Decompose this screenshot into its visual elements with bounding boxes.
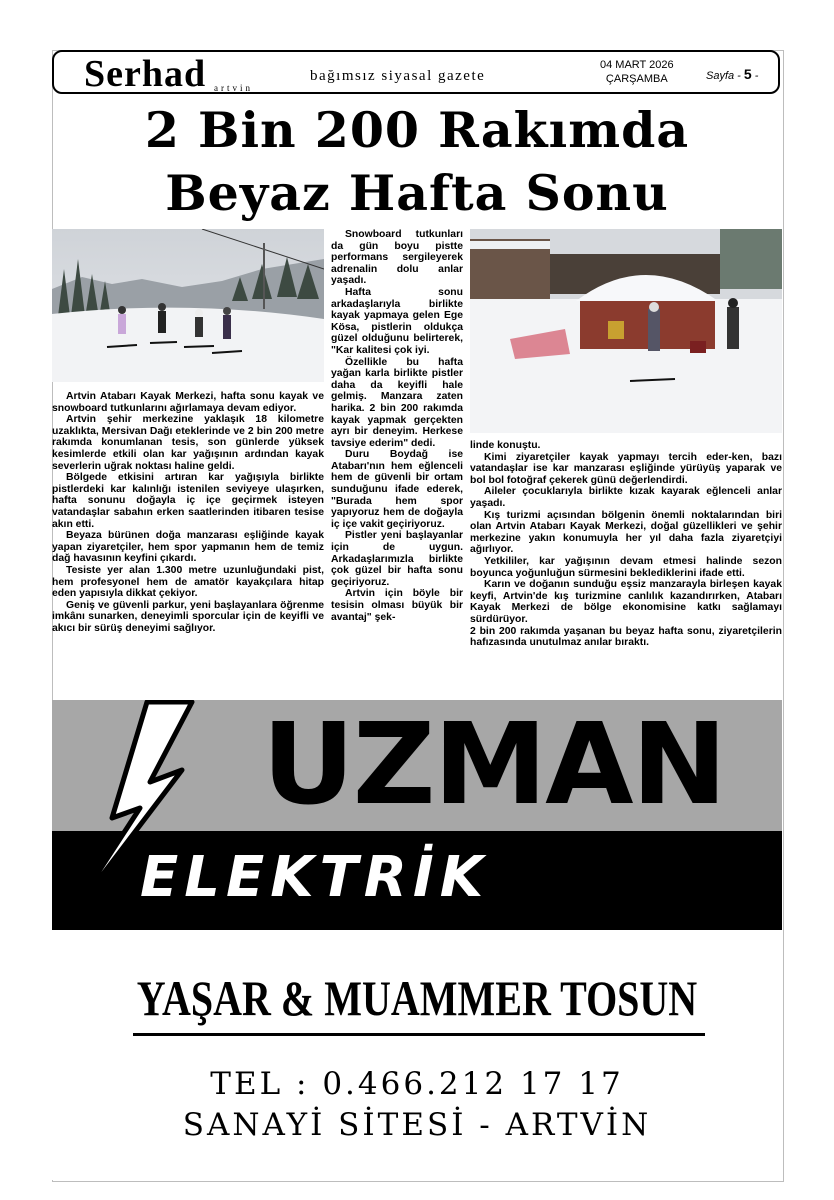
article-paragraph: Özellikle bu hafta yağan karla birlikte pistler daha da keyifli hale gelmiş. Manzara zaten harika. 2 bin 200 rakımda kayak yapmak gerçekten ayrı bir deneyim. Herkese tavsiye ederim" dedi. bbox=[331, 356, 463, 449]
ad-address: SANAYİ SİTESİ - ARTVİN bbox=[182, 1107, 652, 1143]
article-paragraph: Pistler yeni başlayanlar için de uygun. Arkadaşlarımızla birlikte çok güzel bir hafta sonu geçiriyoruz. bbox=[331, 530, 463, 588]
article-paragraph: Duru Boydağ ise Atabarı'nın hem eğlenceli hem de güvenli bir ortam sunduğunu ifade ederek, "Burada hem spor yapıyoruz hem de doğayla iç içe vakit geçiriyoruz. bbox=[331, 449, 463, 530]
ad-brand: UZMAN bbox=[262, 700, 726, 830]
article-paragraph: Artvin için böyle bir tesisin olması büyük bir avantaj" şek- bbox=[331, 588, 463, 623]
headline-line-2: Beyaz Hafta Sonu bbox=[165, 164, 669, 222]
newspaper-tagline: bağımsız siyasal gazete bbox=[310, 68, 486, 84]
article-column-right bbox=[470, 440, 782, 649]
article-paragraph: Snowboard tutkunları da gün boyu pistte performans sergileyerek adrenalin dolu anlar yaşadı. bbox=[331, 229, 463, 287]
photo-skiers bbox=[52, 229, 324, 382]
article-paragraph: Geniş ve güvenli parkur, yeni başlayanlara öğrenme imkânı sunarken, deneyimli sporcular için de keyifli ve akıcı bir sürüş deneyimi sağlıyor. bbox=[52, 599, 324, 634]
article-paragraph: Beyaza bürünen doğa manzarası eşliğinde kayak yapan ziyaretçiler, hem spor yapmanın hem de temiz dağ havasının keyfini çıkardı. bbox=[52, 530, 324, 565]
newspaper-name: Serhad bbox=[84, 53, 207, 95]
page-number bbox=[706, 66, 758, 82]
page-number-value: 5 bbox=[743, 66, 752, 82]
article-paragraph: Kimi ziyaretçiler kayak yapmayı tercih eder-ken, bazı vatandaşlar ise kar manzarası eşliğinde yürüyüş yaparak ve bol bol fotoğraf çekerek günü değerlendirdi. bbox=[470, 451, 782, 486]
ad-brand-sub: ELEKTRİK bbox=[140, 845, 490, 910]
page-label: Sayfa - bbox=[706, 70, 741, 82]
issue-day-text: ÇARŞAMBA bbox=[605, 73, 668, 85]
article-paragraph: Kış turizmi açısından bölgenin önemli noktalarından biri olan Artvin Atabarı Kayak Merkezi, doğal güzellikleri ve şehir merkezine yakın konumuyla her yıl daha fazla ziyaretçiyi ağırlıyor. bbox=[470, 509, 782, 556]
article-paragraph: Hafta sonu arkadaşlarıyla birlikte kayak yapmaya gelen Ege Kösa, pistlerin oldukça güzel olduğunu belirterek, "Kar kalitesi çok iyi. bbox=[331, 286, 463, 356]
article-paragraph: Bölgede etkisini artıran kar yağışıyla birlikte pistlerdeki kar kalınlığı istenilen seviyeye ulaşırken, hafta sonunu doğayla iç içe geçirmek isteyen vatandaşlar sabahın erken saatlerinden itibaren tesise akın etti. bbox=[52, 472, 324, 530]
advertisement-uzman-elektrik bbox=[52, 700, 782, 1180]
article-paragraph: 2 bin 200 rakımda yaşanan bu beyaz hafta sonu, ziyaretçilerin hafızasında unutulmaz anılar bıraktı. bbox=[470, 625, 782, 649]
article-paragraph: Artvin şehir merkezine yaklaşık 18 kilometre uzaklıkta, Mersivan Dağı eteklerinde ve 2 bin 200 metre rakımda konumlanan tesis, son günlerde yüksek kesimlerde etkili olan kar yağışının ardından kayak severlerin uğrak noktası haline geldi. bbox=[52, 414, 324, 472]
page-suffix: - bbox=[754, 70, 759, 82]
article-paragraph: Artvin Atabarı Kayak Merkezi, hafta sonu kayak ve snowboard tutkunlarını ağırlamaya devam ediyor. bbox=[52, 391, 324, 414]
article-paragraph: Tesiste yer alan 1.300 metre uzunluğundaki pist, hem profesyonel hem de amatör kayakçılara hitap eden yapısıyla dikkat çekiyor. bbox=[52, 564, 324, 600]
issue-date-text: 04 MART 2026 bbox=[600, 59, 674, 71]
ad-owners: YAŞAR & MUAMMER TOSUN bbox=[136, 970, 698, 1026]
ad-owners-underline bbox=[133, 1033, 705, 1036]
ad-phone: TEL : 0.466.212 17 17 bbox=[210, 1066, 624, 1102]
article-paragraph: Karın ve doğanın sunduğu eşsiz manzarayla birleşen kayak keyfi, Artvin'de kış turizmine canlılık kazandırırken, Atabarı Kayak Merkezi de bölge ekonomisine katkı sağlamayı sürdürüyor. bbox=[470, 579, 782, 625]
article-paragraph: Yetkililer, kar yağışının devam etmesi halinde sezon boyunca yoğunluğun sürmesini beklediklerini ifade etti. bbox=[470, 555, 782, 579]
headline-line-1: 2 Bin 200 Rakımda bbox=[144, 101, 690, 159]
article-column-left bbox=[52, 391, 324, 634]
issue-date bbox=[600, 58, 674, 86]
newspaper-name-sub: artvin bbox=[214, 83, 253, 93]
article-paragraph: linde konuştu. bbox=[470, 440, 541, 451]
article-column-middle bbox=[331, 229, 463, 623]
article-paragraph: Aileler çocuklarıyla birlikte kızak kayarak eğlenceli anlar yaşadı. bbox=[470, 486, 782, 509]
photo-ski-hut bbox=[470, 229, 782, 433]
